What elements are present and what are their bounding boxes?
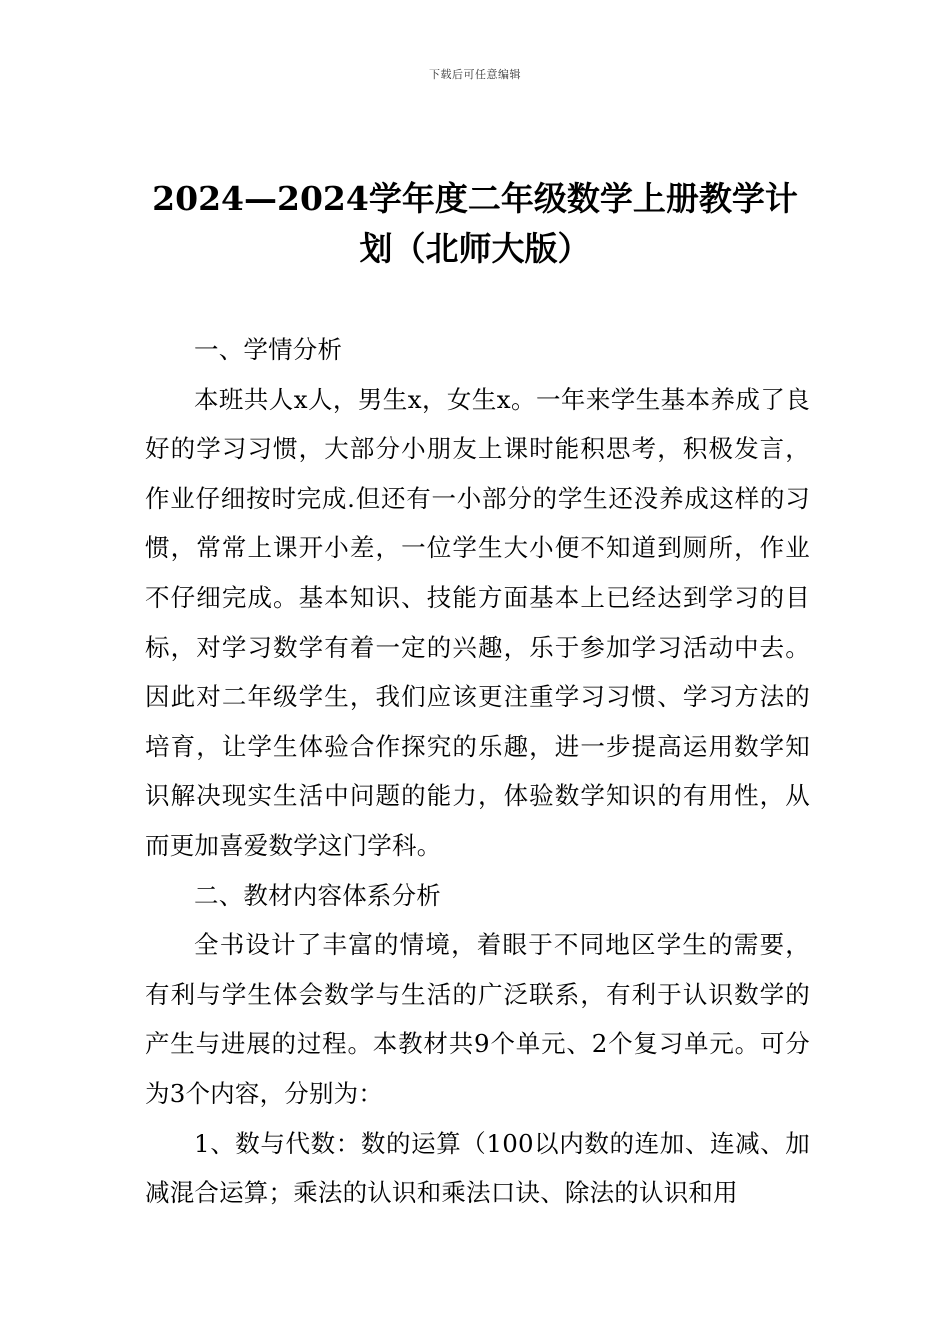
document-title: [145, 174, 805, 274]
section-heading-textbook-analysis: 二、教材内容体系分析: [194, 880, 441, 910]
paragraph-learning-analysis: 本班共人x人，男生x，女生x。一年来学生基本养成了良好的学习习惯，大部分小朋友上课时能积思考，积极发言，作业仔细按时完成.但还有一小部分的学生还没养成这样的习惯，常常上课开小差，一位学生大小便不知道到厕所，作业不仔细完成。基本知识、技能方面基本上已经达到学习的目标，对学习数学有着一定的兴趣，乐于参加学习活动中去。因此对二年级学生，我们应该更注重学习习惯、学习方法的培育，让学生体验合作探究的乐趣，进一步提高运用数学知识解决现实生活中问题的能力，体验数学知识的有用性，从而更加喜爱数学这门学科。: [145, 384, 810, 860]
header-note: 下载后可任意编辑: [429, 68, 521, 81]
document-body: [145, 325, 810, 1218]
paragraph-numbers-algebra: 1、数与代数：数的运算（100以内数的连加、连减、加减混合运算；乘法的认识和乘法口诀、除法的认识和用: [145, 1128, 810, 1208]
title-line-1: 2024—2024学年度二年级数学上册教学计: [152, 179, 798, 218]
paragraph-textbook-analysis: 全书设计了丰富的情境，着眼于不同地区学生的需要，有利与学生体会数学与生活的广泛联系，有利于认识数学的产生与进展的过程。本教材共9个单元、2个复习单元。可分为3个内容，分别为：: [145, 930, 810, 1108]
title-line-2: 划（北师大版）: [359, 229, 591, 268]
section-heading-learning-analysis: 一、学情分析: [194, 335, 343, 364]
